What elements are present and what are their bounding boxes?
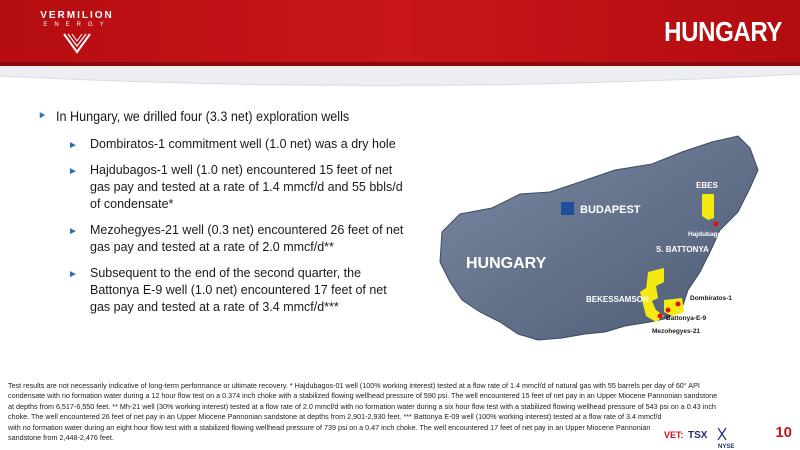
bekessamson-label: BEKESSAMSON	[586, 295, 649, 304]
hungary-map	[420, 112, 800, 362]
footnote-line: condensate with no formation water during a 12 hour flow test on a 0.374 inch choke with a stabilized flowing wellhead pressure of 590 psi. The well encountered 15 feet of net pay in an Upper Miocene Pannonian sandstone	[8, 391, 718, 401]
dombiratos-well-marker	[676, 302, 681, 307]
bullet-arrow-icon: ►	[38, 110, 47, 121]
dombiratos-label: Dombiratos-1	[690, 295, 732, 302]
exchange-logos	[662, 420, 762, 450]
mezohegyes-label: Mezohegyes-21	[652, 328, 701, 335]
ticker-label: VET:	[664, 430, 684, 440]
sub-bullet	[68, 222, 410, 256]
vermilion-logo-mark-icon	[62, 32, 92, 54]
main-bullet-text: In Hungary, we drilled four (3.3 net) exploration wells	[56, 108, 350, 124]
bullet-arrow-icon: ►	[68, 226, 78, 237]
hajdubagos-well-marker	[714, 222, 719, 227]
sub-bullet	[68, 136, 410, 153]
bullet-arrow-icon: ►	[68, 269, 78, 280]
hungary-label: HUNGARY	[466, 255, 547, 272]
bullet-arrow-icon: ►	[68, 140, 78, 151]
bullet-list	[38, 108, 404, 325]
hajdubagos-label: Hajdubagos-1	[688, 231, 731, 238]
footnote-line: Test results are not necessarily indicative of long-term performance or ultimate recovery. * Hajdubagos-01 well (100% working interest) tested at a flow rate of 1.4 mmcf/d of natural gas with 55 barrels per day of 60° API	[8, 381, 700, 390]
sub-bullet-text: Hajdubagos-1 well (1.0 net) encountered 15 feet of net gas pay and tested at a rate of 1.4 mmcf/d and 55 bbls/d of condensate*	[90, 163, 403, 211]
s-battonya-label: S. BATTONYA	[656, 245, 709, 254]
nyse-logo: NYSE	[718, 444, 735, 450]
header-bar	[0, 0, 800, 62]
sub-bullet-text: Dombiratos-1 commitment well (1.0 net) was a dry hole	[90, 137, 396, 151]
sub-bullet-text: Mezohegyes-21 well (0.3 net) encountered 26 feet of net gas pay and tested at a rate of 2.0 mmcf/d**	[90, 223, 404, 254]
tsx-logo: TSX	[688, 430, 708, 441]
vermilion-logo	[22, 6, 132, 58]
page-title: HUNGARY	[664, 16, 782, 47]
main-bullet	[38, 108, 416, 124]
sub-bullet	[68, 265, 410, 316]
hungary-country-shape	[440, 136, 758, 340]
footnote-line: choke. The well encountered 26 feet of net pay in an Upper Miocene Pannonian sandstone at depths from 2,901-2,930 feet. *** Battonya E-09 well (100% working interest) tested at a flow rate of 3.4 mmcf/d	[8, 412, 662, 422]
footnote-line: sandstone from 2,448-2,476 feet.	[8, 433, 114, 443]
sub-bullet-text: Subsequent to the end of the second quarter, the Battonya E-9 well (1.0 net) encountered 17 feet of net gas pay and tested at a rate of 3.4 mmcf/d***	[90, 266, 387, 314]
ebes-label: EBES	[696, 181, 718, 190]
battonya-e9-well-marker	[666, 308, 671, 313]
brand-sub: ENERGY	[43, 22, 111, 28]
sub-bullet	[68, 162, 410, 213]
brand-name: VERMILION	[40, 10, 114, 21]
ebes-block	[702, 194, 714, 220]
footnote-line: at depths from 6,517-6,550 feet. ** Mh-21 well (30% working interest) tested at a flow rate of 2.0 mmcf/d with no formation water during a six hour flow test with a stabilized flowing wellhead pressure of 543 psi on a 0.43 inch	[8, 401, 716, 411]
budapest-label: BUDAPEST	[580, 204, 641, 216]
footnote	[8, 381, 728, 443]
footnote-line: with no formation water during an eight hour flow test with a stabilized flowing wellhead pressure of 739 psi on a 0.47 inch choke. The well encountered 17 feet of net pay in an Upper Miocene Pannonian	[8, 422, 651, 432]
mezohegyes-well-marker	[658, 314, 663, 319]
budapest-marker	[561, 202, 574, 215]
battonya-block	[664, 298, 684, 316]
page-number: 10	[775, 424, 792, 441]
battonya-e9-label: Battonya-E-9	[666, 315, 707, 322]
bullet-arrow-icon: ►	[68, 166, 78, 177]
